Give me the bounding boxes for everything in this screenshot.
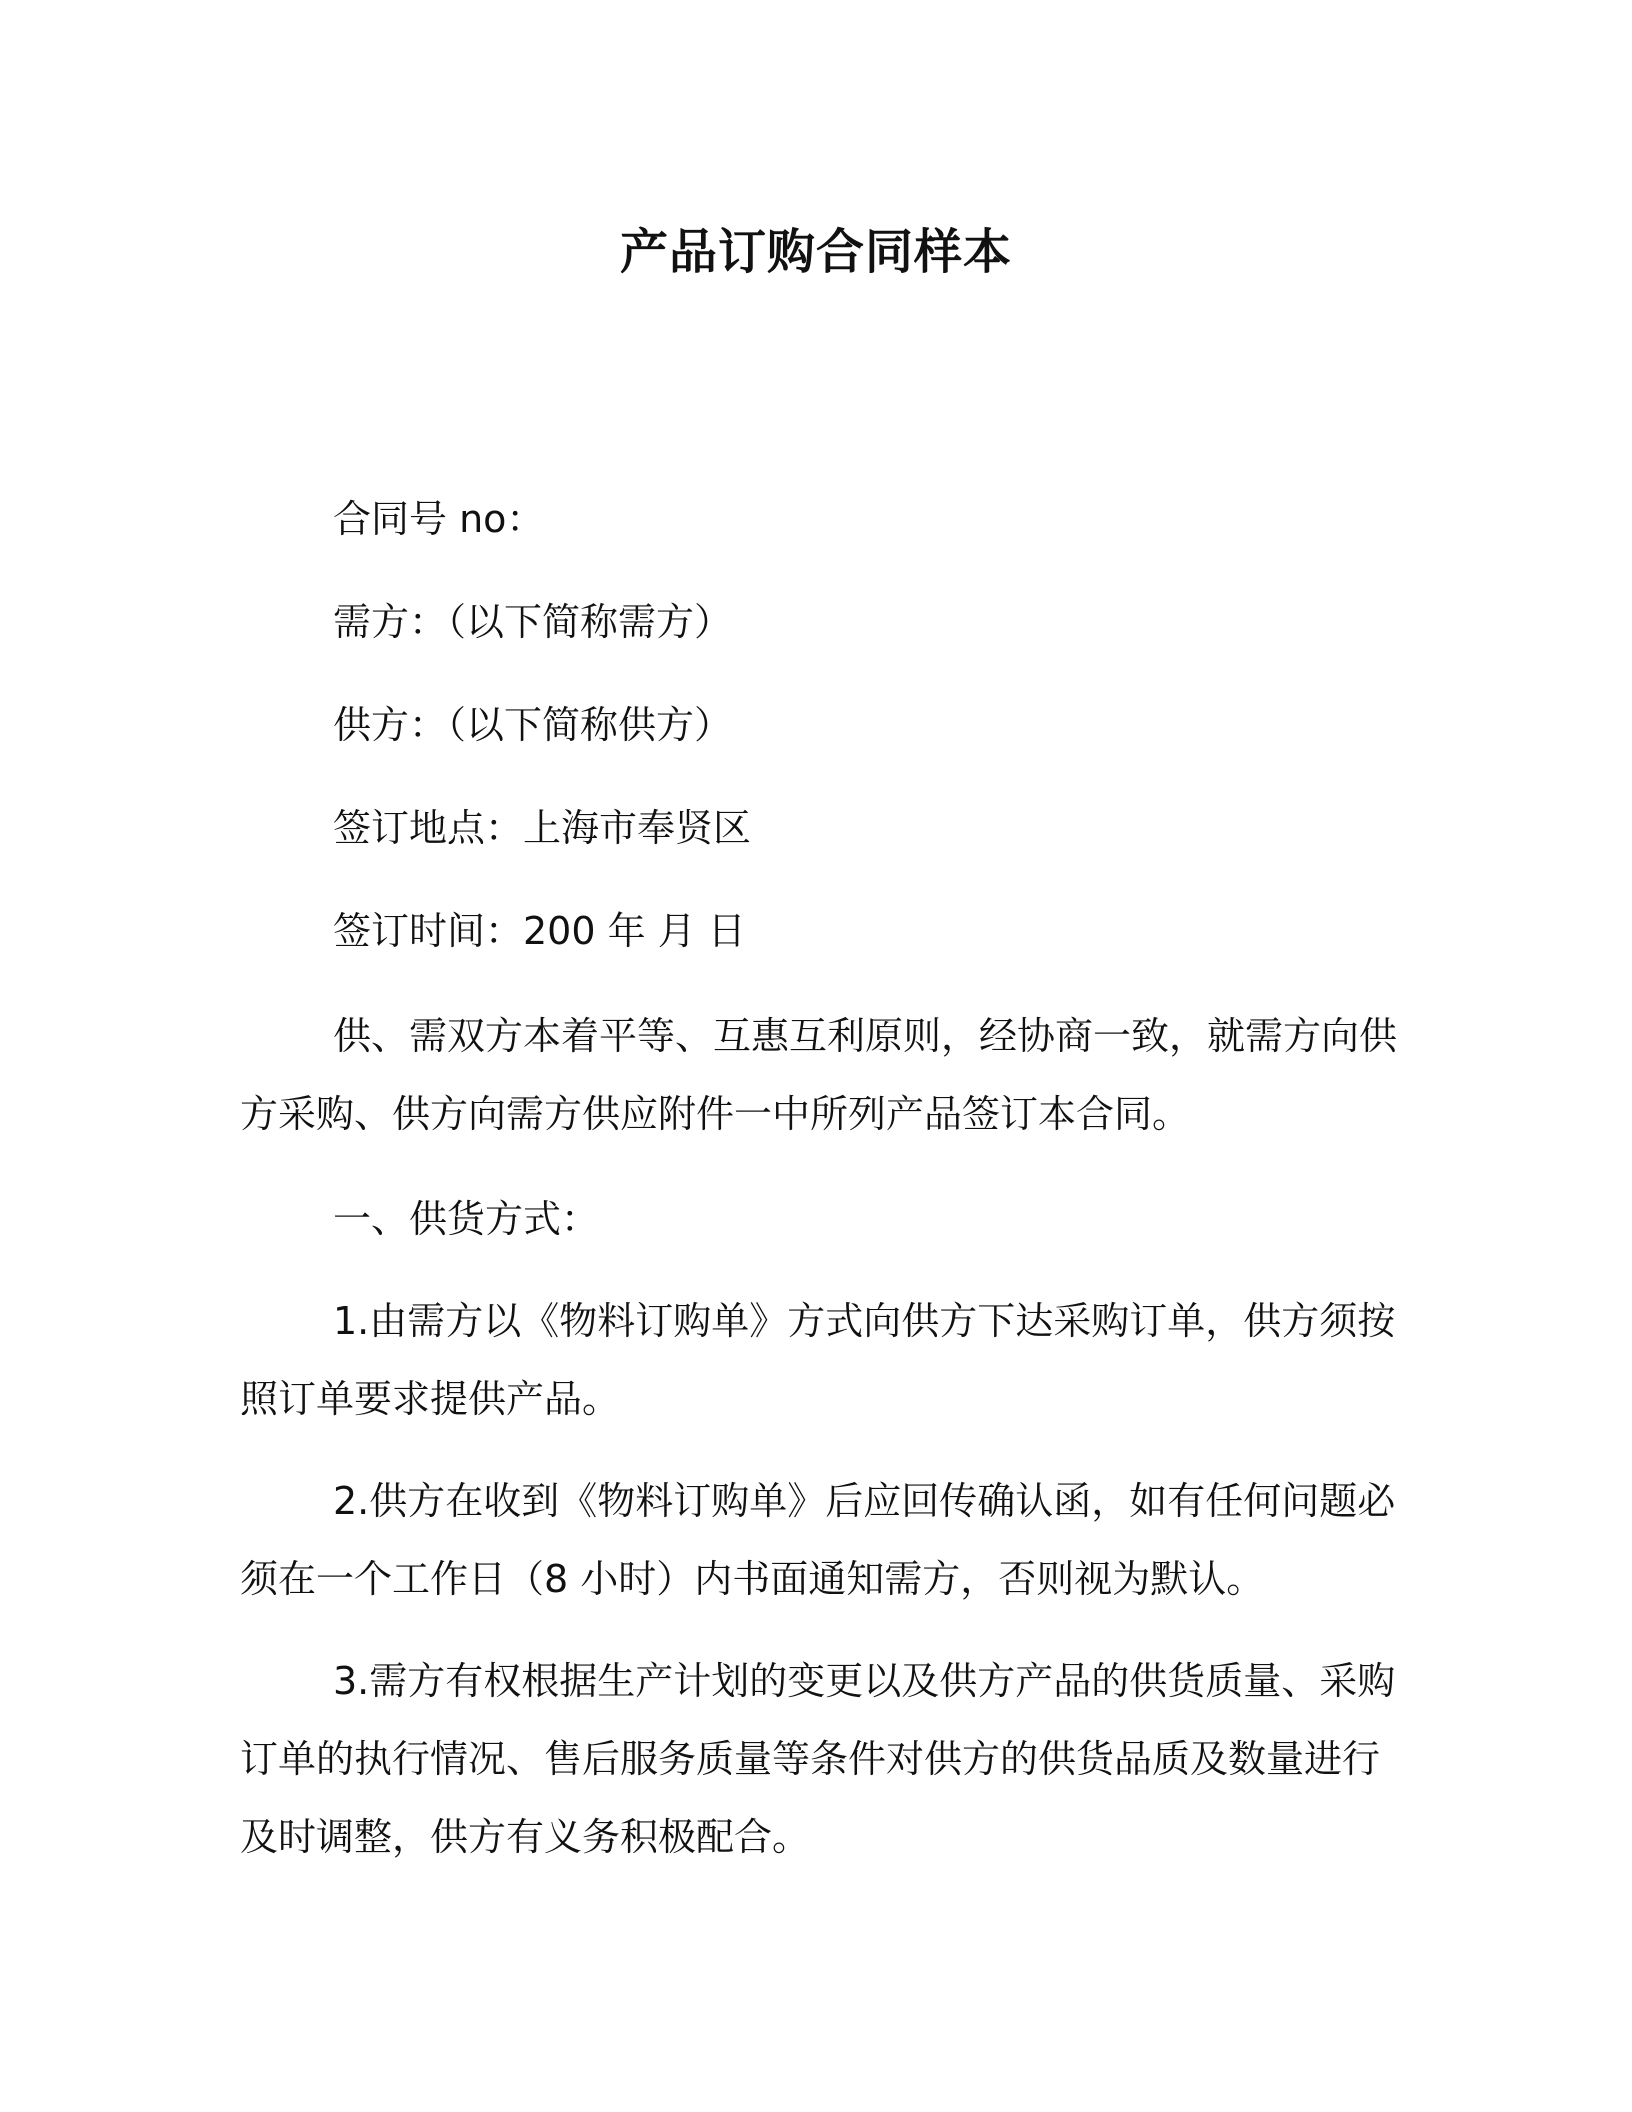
clause-1-line-1: 1.由需方以《物料订购单》方式向供方下达采购订单，供方须按 xyxy=(333,1299,1396,1343)
signing-location-field: 签订地点：上海市奉贤区 xyxy=(333,806,752,850)
clause-2-line-1: 2.供方在收到《物料订购单》后应回传确认函，如有任何问题必 xyxy=(333,1479,1396,1523)
clause-2-paragraph xyxy=(240,1462,1396,1618)
intro-line-2: 方采购、供方向需方供应附件一中所列产品签订本合同。 xyxy=(240,1092,1191,1136)
buyer-field: 需方：（以下简称需方） xyxy=(333,600,733,644)
intro-paragraph xyxy=(240,997,1398,1153)
supplier-field: 供方：（以下简称供方） xyxy=(333,703,733,747)
clause-1-line-2: 照订单要求提供产品。 xyxy=(240,1377,621,1421)
clause-3-paragraph xyxy=(240,1642,1396,1876)
document-title: 产品订购合同样本 xyxy=(619,224,1012,280)
clause-2-line-2: 须在一个工作日（8 小时）内书面通知需方，否则视为默认。 xyxy=(240,1557,1265,1601)
section-1-heading: 一、供货方式： xyxy=(333,1197,600,1241)
clause-3-line-2: 订单的执行情况、售后服务质量等条件对供方的供货品质及数量进行 xyxy=(240,1737,1381,1781)
intro-line-1: 供、需双方本着平等、互惠互利原则，经协商一致，就需方向供 xyxy=(333,1014,1398,1058)
clause-3-line-1: 3.需方有权根据生产计划的变更以及供方产品的供货质量、采购 xyxy=(333,1659,1396,1703)
clause-1-paragraph xyxy=(240,1282,1396,1438)
contract-number-field: 合同号 no： xyxy=(333,497,545,541)
clause-3-line-3: 及时调整，供方有义务积极配合。 xyxy=(240,1815,811,1859)
signing-date-field: 签订时间：200 年 月 日 xyxy=(333,909,746,953)
